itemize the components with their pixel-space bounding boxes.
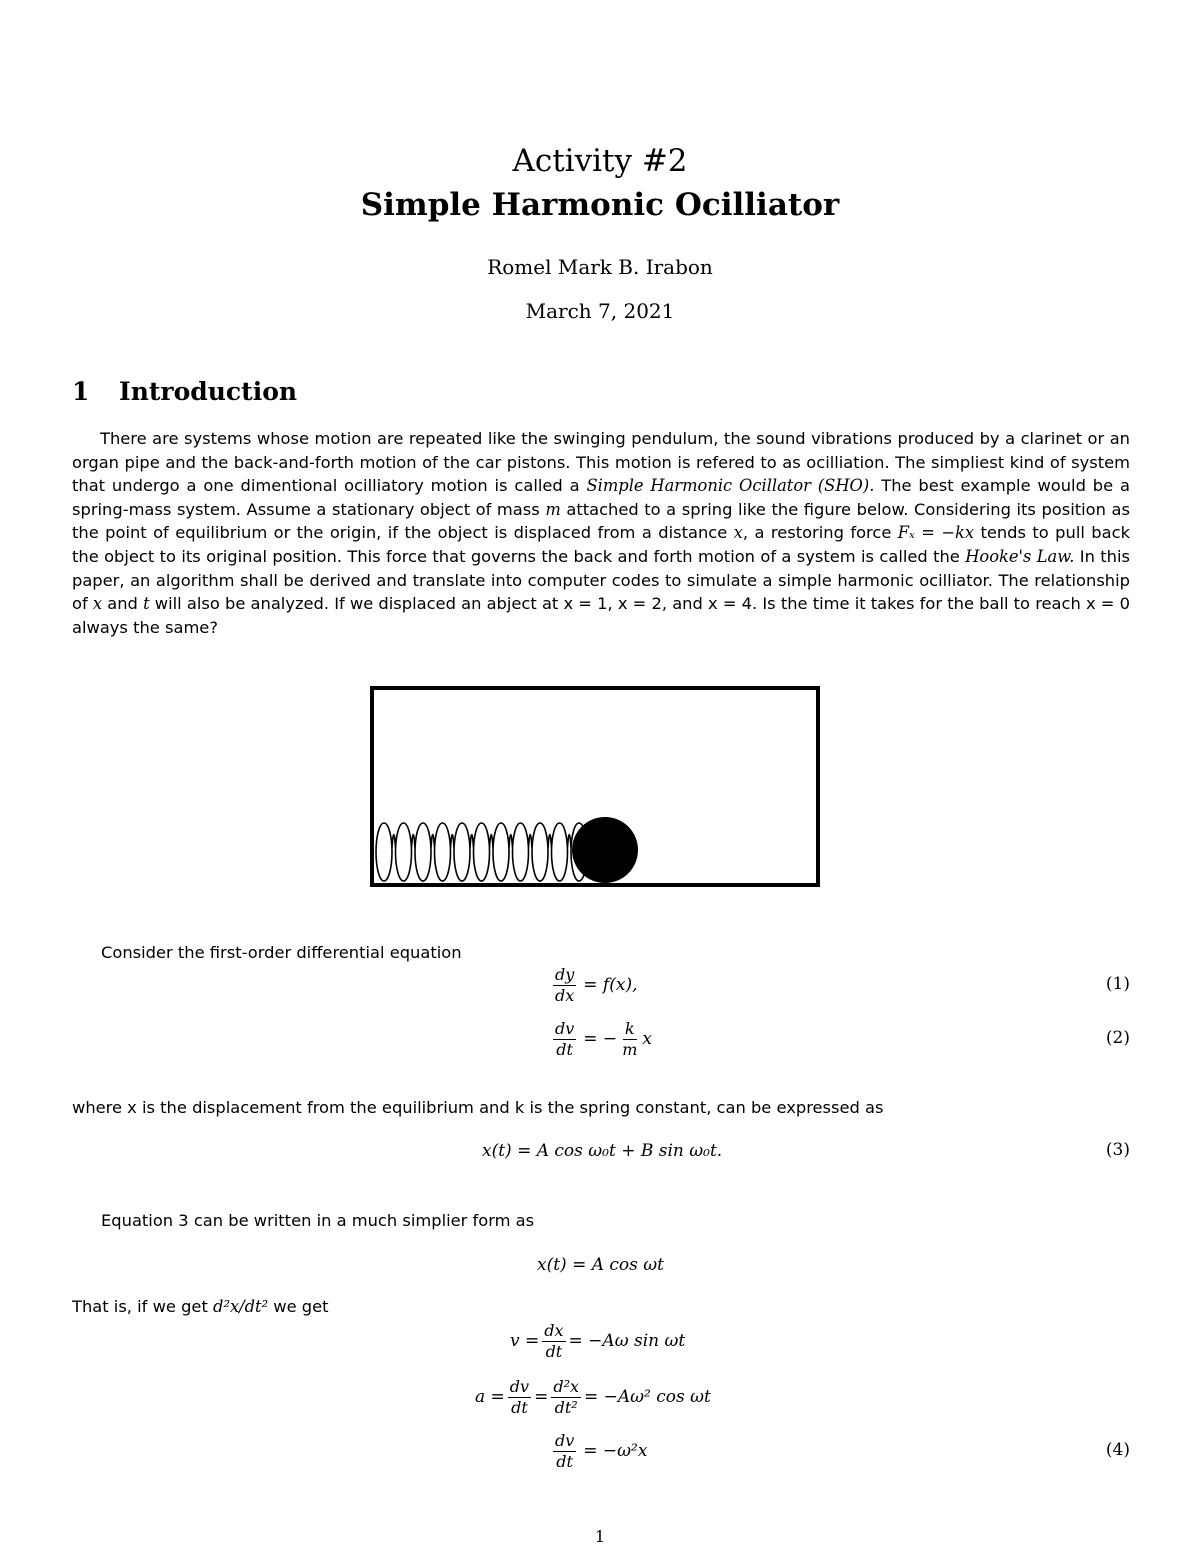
eq-v-rhs: = −Aω sin ωt bbox=[568, 1331, 686, 1351]
intro-text-2: The best example would be a spring-mass system. Assume a stationary object of mass bbox=[72, 476, 1130, 519]
eq4-fraction: $\frac{dv}{dt}$ bbox=[555, 1430, 575, 1471]
intro-text-5: tends to pull back the object to its original position. This force that governs the back and forth motion of a system is called the bbox=[72, 523, 1131, 566]
eq4-label: (4) bbox=[1105, 1440, 1130, 1460]
equation-2 bbox=[72, 1014, 1130, 1064]
eq1-fraction: $\frac{dy}{dx}$ bbox=[555, 964, 575, 1005]
that-is-a: That is, if we get bbox=[72, 1297, 214, 1316]
eq-a-lhs: a = bbox=[475, 1387, 505, 1407]
intro-text-6: In this paper, an algorithm shall be derived and translate into computer codes to simulate a simple harmonic ocilliator. The relationship of bbox=[72, 546, 1130, 614]
mass-ball bbox=[572, 817, 638, 883]
x-symbol: x bbox=[733, 523, 743, 543]
section-title: Introduction bbox=[119, 377, 298, 406]
equation-4 bbox=[72, 1426, 1130, 1476]
paper-title: Simple Harmonic Ocilliator bbox=[360, 187, 840, 223]
eq3-body: x(t) = A cos ω₀t + B sin ω₀t. bbox=[482, 1141, 723, 1161]
x-symbol-2: x bbox=[92, 594, 103, 614]
eq3-intro-text: Equation 3 can be written in a much simplier form as bbox=[101, 1211, 535, 1230]
intro-text-7: and bbox=[102, 594, 144, 614]
eq-a-fraction-1: $\frac{dv}{dt}$ bbox=[509, 1376, 530, 1417]
equation-acceleration bbox=[72, 1372, 1130, 1422]
author-name: Romel Mark B. Irabon bbox=[487, 255, 713, 279]
page-number: 1 bbox=[594, 1527, 606, 1546]
eq-simple-body: x(t) = A cos ωt bbox=[537, 1255, 664, 1275]
eq2-k-over-m: $\frac{k}{m}$ bbox=[622, 1018, 638, 1059]
eq-a-rhs: = −Aω² cos ωt bbox=[584, 1387, 711, 1407]
eq1-rhs: = f(x), bbox=[583, 975, 638, 995]
paper-date: March 7, 2021 bbox=[525, 299, 675, 323]
intro-text-4: , a restoring force bbox=[742, 523, 898, 543]
eq2-operator: = − bbox=[583, 1029, 618, 1049]
intro-text-8: will also be analyzed. If we displaced an abject at x = 1, x = 2, and x = 4. Is the time it takes for the ball to reach x = 0 always the same? bbox=[72, 594, 1130, 637]
eq2-label: (2) bbox=[1105, 1028, 1130, 1048]
eq-a-fraction-2: $\frac{\text{d²x}}{\text{dt²}}$ bbox=[553, 1376, 580, 1417]
spring-coil bbox=[376, 823, 587, 881]
eq3-label: (3) bbox=[1105, 1140, 1130, 1160]
activity-heading: Activity #2 bbox=[512, 143, 688, 179]
mass-symbol: m bbox=[545, 499, 561, 519]
eq1-label: (1) bbox=[1105, 974, 1130, 994]
equation-3 bbox=[72, 1126, 1130, 1176]
eq2-rhs: x bbox=[642, 1029, 652, 1049]
equation-1 bbox=[72, 960, 1130, 1010]
restoring-force-formula: Fₓ = −kx bbox=[897, 523, 975, 543]
equation-simple bbox=[72, 1240, 1130, 1290]
intro-text-3: attached to a spring like the figure below. Considering its position as the point of equilibrium or the origin, if the object is displaced from a distance bbox=[72, 499, 1130, 543]
eq-v-fraction: $\frac{dx}{dt}$ bbox=[544, 1320, 564, 1361]
t-symbol: t bbox=[143, 594, 150, 614]
where-text: where x is the displacement from the equilibrium and k is the spring constant, can be expressed as bbox=[72, 1098, 884, 1117]
second-derivative: d²x/dt² bbox=[213, 1297, 269, 1316]
that-is-b: we get bbox=[268, 1297, 329, 1316]
hookes-law-term: Hooke's Law. bbox=[965, 546, 1075, 566]
that-is-text bbox=[72, 1297, 329, 1316]
intro-text-1: There are systems whose motion are repeated like the swinging pendulum, the sound vibrations produced by a clarinet or an organ pipe and the back-and-forth motion of the car pistons. This motion is refered to as ocilliation. The simpliest kind of system that undergo a one dimentional ocilliatory motion is called a bbox=[72, 429, 1130, 496]
section-number: 1 bbox=[72, 377, 90, 406]
consider-text: Consider the first-order differential equation bbox=[101, 943, 462, 962]
sho-term: Simple Harmonic Ocillator (SHO). bbox=[586, 476, 875, 496]
eq2-fraction: $\frac{dv}{dt}$ bbox=[555, 1018, 575, 1059]
equation-velocity bbox=[72, 1316, 1130, 1366]
eq-v-lhs: v = bbox=[510, 1331, 540, 1351]
eq4-rhs: = −ω²x bbox=[583, 1441, 648, 1461]
eq-a-equals: = bbox=[534, 1387, 549, 1407]
